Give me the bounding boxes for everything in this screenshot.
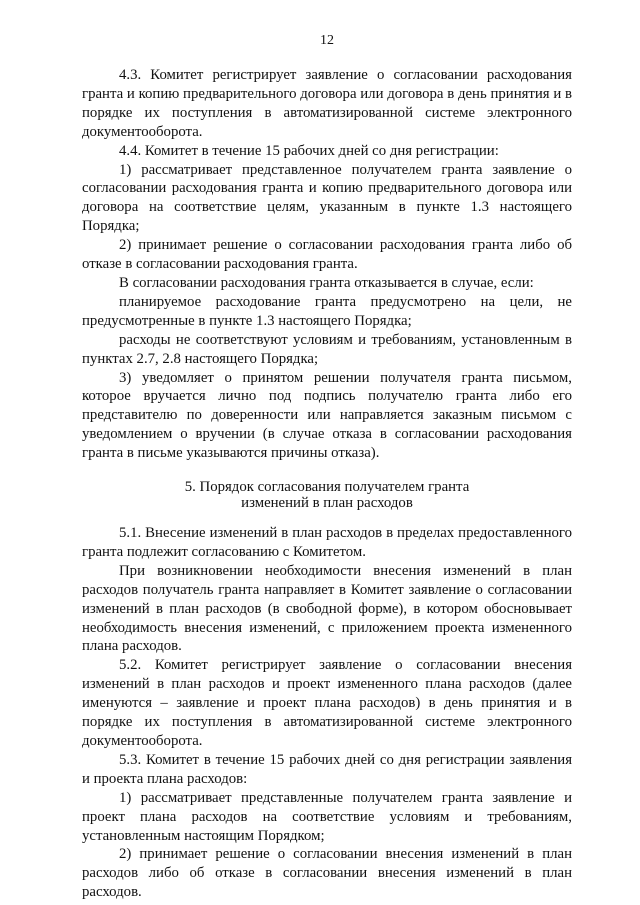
- paragraph-4-4-item-3: 3) уведомляет о принятом решении получателя гранта письмом, которое вручается лично под подпись получателю гранта либо его представителю по доверенности или направляется заказным письмом с уведомлением о вручении (в случае отказа в согласовании расходования гранта в письме указываются причины отказа).: [82, 369, 572, 462]
- section-5-heading: [82, 479, 572, 511]
- paragraph-4-3: 4.3. Комитет регистрирует заявление о согласовании расходования гранта и копию предварительного договора или договора в день принятия и в порядке их поступления в автоматизированной системе электронного документооборота.: [82, 67, 572, 140]
- document-body: [82, 66, 572, 902]
- section-5-heading-line-1: 5. Порядок согласования получателем гранта: [184, 479, 470, 496]
- paragraph-5-1-continuation: При возникновении необходимости внесения изменений в план расходов получатель гранта направляет в Комитет заявление о согласовании изменений в план расходов (в свободной форме), в котором обосновывает необходимость внесения изменений, с приложением проекта измененного плана расходов.: [82, 562, 572, 655]
- paragraph-refusal-reason-2: расходы не соответствуют условиям и требованиям, установленным в пунктах 2.7, 2.8 настоящего Порядка;: [82, 331, 572, 367]
- paragraph-refusal-reason-1: планируемое расходование гранта предусмотрено на цели, не предусмотренные в пункте 1.3 настоящего Порядка;: [82, 293, 572, 329]
- section-5-heading-line-2: изменений в план расходов: [241, 495, 413, 512]
- paragraph-5-2: 5.2. Комитет регистрирует заявление о согласовании внесения изменений в план расходов и проект измененного плана расходов (далее именуются – заявление и проект плана расходов) в день принятия и в порядке их поступления в автоматизированной системе электронного документооборота.: [82, 657, 572, 749]
- paragraph-5-3-item-1: 1) рассматривает представленные получателем гранта заявление и проект плана расходов на соответствие условиям и требованиям, установленным настоящим Порядком;: [82, 789, 572, 844]
- paragraph-4-4-item-1: 1) рассматривает представленное получателем гранта заявление о согласовании расходования гранта и копию предварительного договора или договора на соответствие целям, указанным в пункте 1.3 настоящего Порядка;: [82, 161, 572, 235]
- page-number: 12: [320, 33, 334, 48]
- paragraph-5-3: 5.3. Комитет в течение 15 рабочих дней со дня регистрации заявления и проекта плана расходов:: [82, 751, 572, 787]
- paragraph-refusal-intro: В согласовании расходования гранта отказывается в случае, если:: [119, 274, 534, 291]
- paragraph-5-3-item-2: 2) принимает решение о согласовании внесения изменений в план расходов либо об отказе в согласовании внесения изменений в план расходов.: [82, 846, 572, 901]
- paragraph-4-4-item-2: 2) принимает решение о согласовании расходования гранта либо об отказе в согласовании расходования гранта.: [82, 237, 572, 273]
- paragraph-4-4: 4.4. Комитет в течение 15 рабочих дней со дня регистрации:: [119, 142, 499, 159]
- paragraph-5-1: 5.1. Внесение изменений в план расходов в пределах предоставленного гранта подлежит согласованию с Комитетом.: [82, 525, 572, 560]
